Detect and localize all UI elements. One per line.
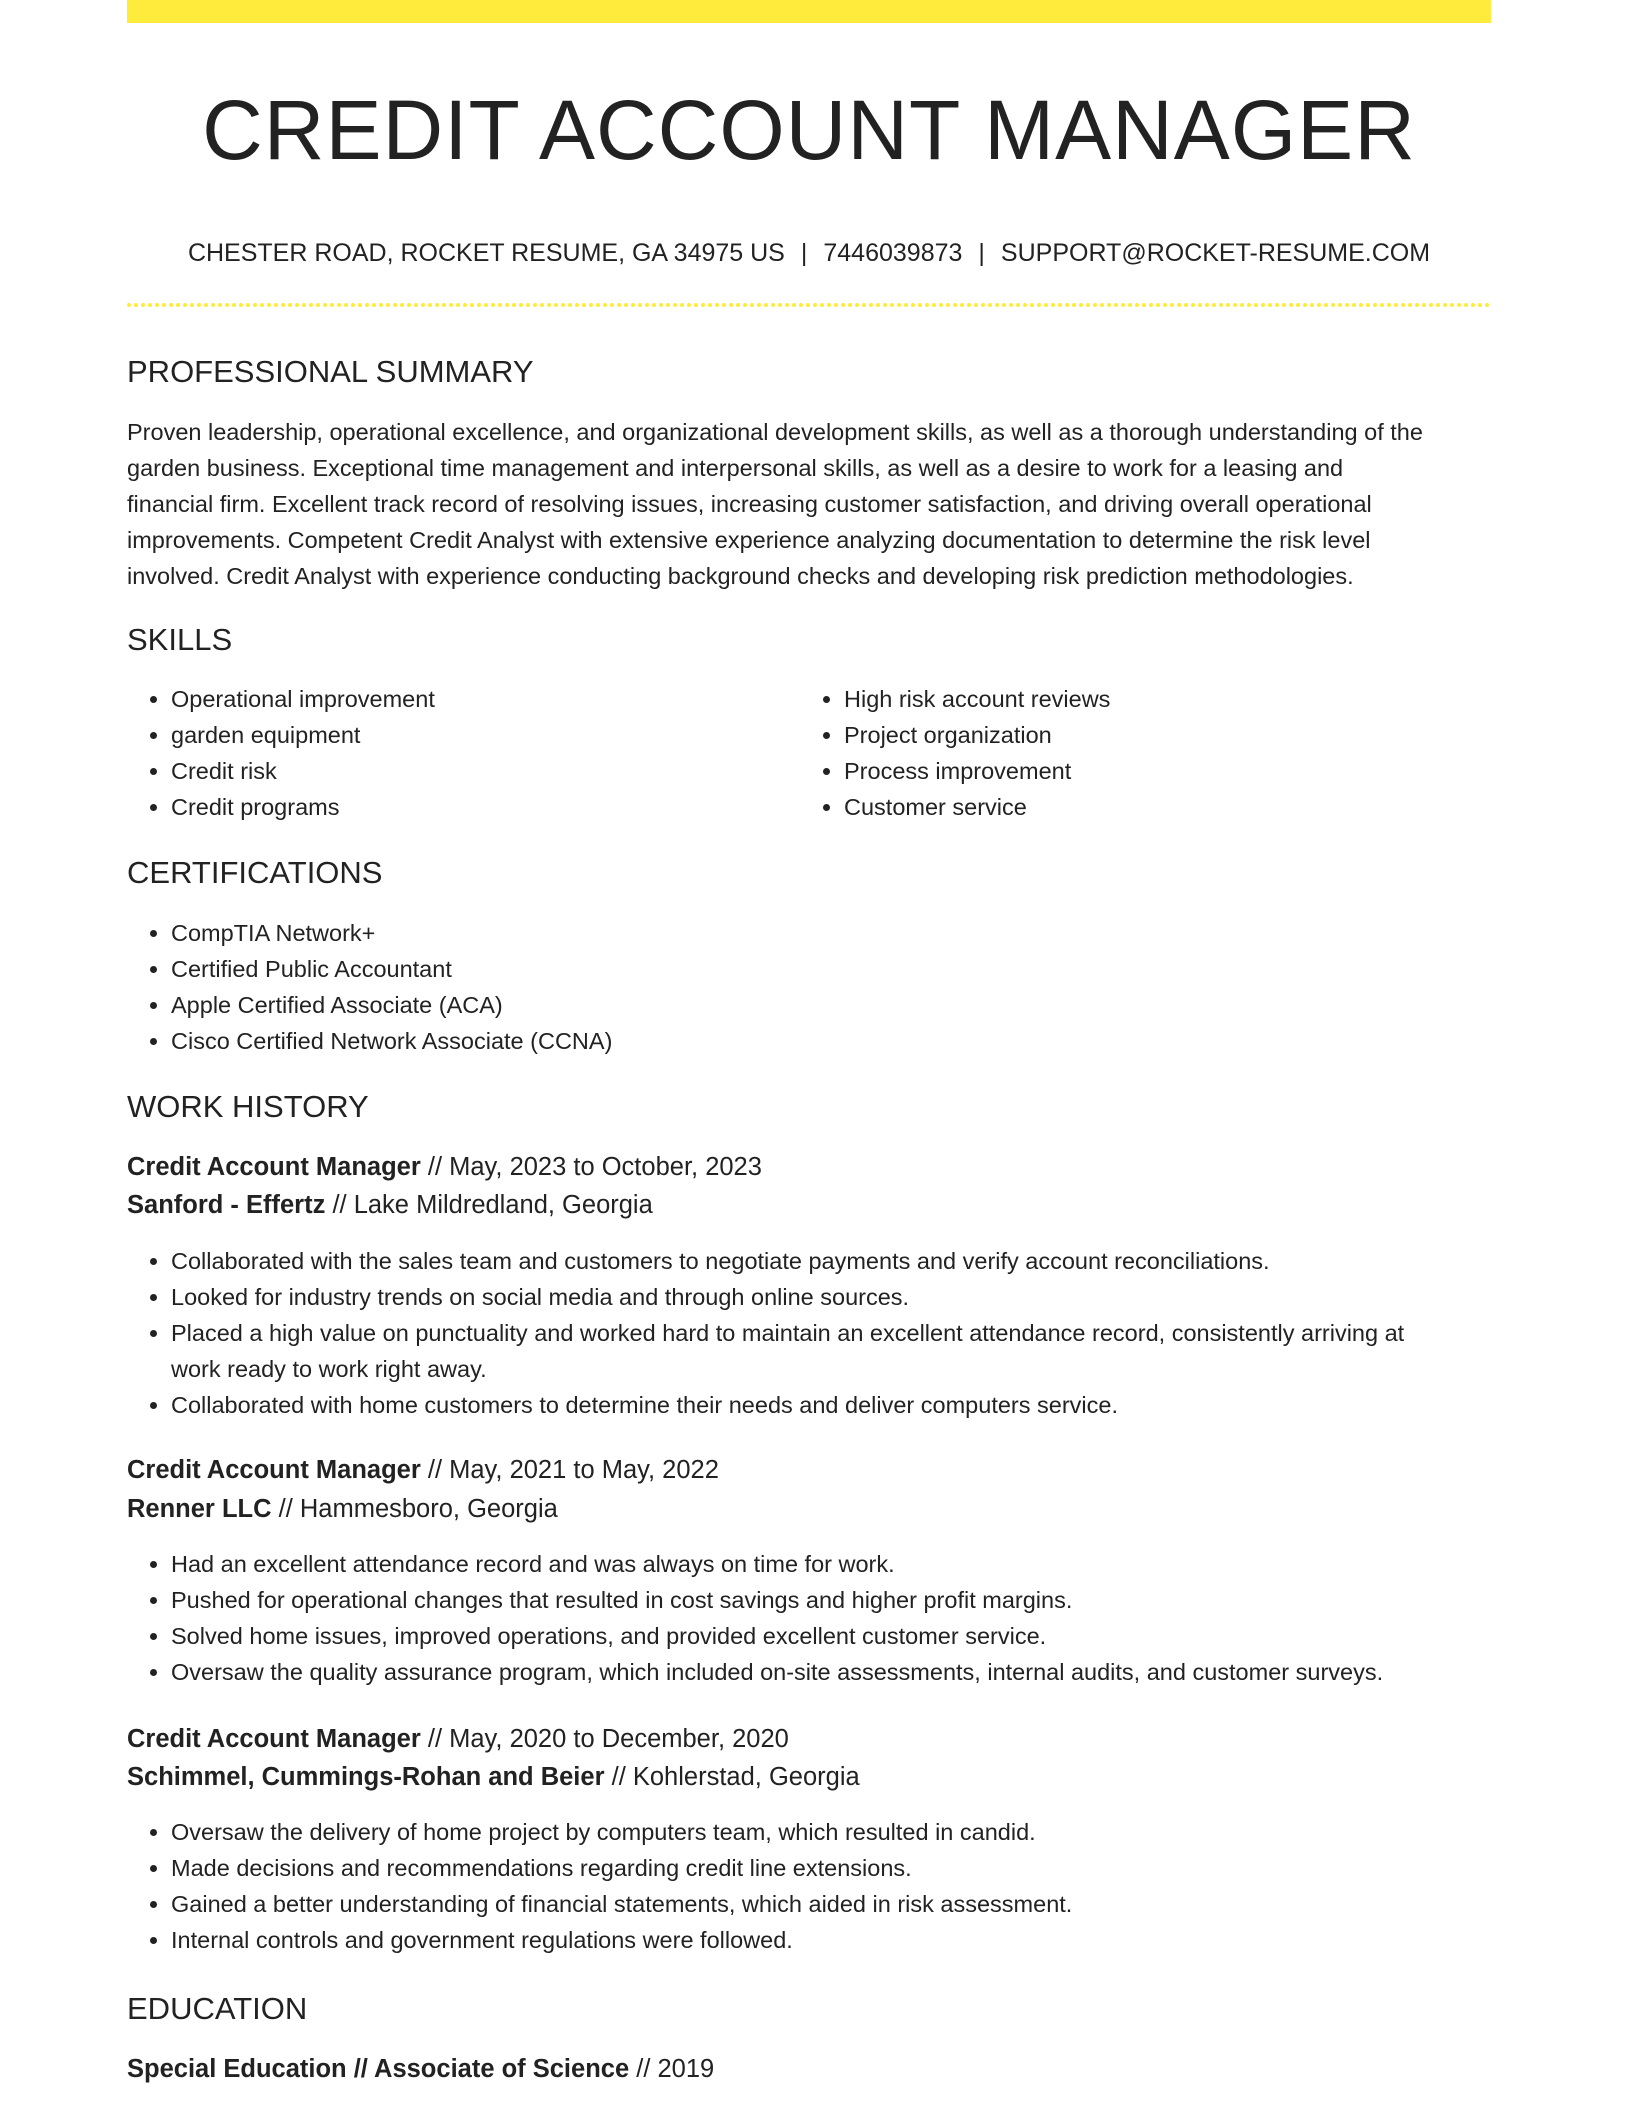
contact-email: SUPPORT@ROCKET-RESUME.COM bbox=[1000, 239, 1431, 267]
summary-line: financial firm. Excellent track record of resolving issues, increasing customer satisfaction, and driving overall operational bbox=[127, 491, 1372, 517]
job-company-line bbox=[127, 1490, 558, 1528]
dotted-divider bbox=[127, 303, 1491, 307]
certification-item: • Apple Certified Associate (ACA) bbox=[171, 987, 1471, 1023]
job-location: // Lake Mildredland, Georgia bbox=[332, 1191, 653, 1219]
job-company-line bbox=[127, 1186, 653, 1224]
education-line bbox=[127, 2050, 714, 2088]
job-dates: // May, 2023 to October, 2023 bbox=[427, 1153, 762, 1181]
accent-top-bar bbox=[127, 0, 1491, 23]
job-company: Schimmel, Cummings-Rohan and Beier bbox=[127, 1763, 605, 1791]
contact-address: CHESTER ROAD, ROCKET RESUME, GA 34975 US bbox=[187, 239, 785, 267]
contact-separator: | bbox=[800, 239, 808, 267]
job-title-line bbox=[127, 1720, 789, 1758]
job-bullet: • Looked for industry trends on social media and through online sources. bbox=[171, 1279, 1535, 1315]
education-heading: EDUCATION bbox=[127, 1991, 308, 2026]
job-title-line bbox=[127, 1451, 719, 1489]
page-title: CREDIT ACCOUNT MANAGER bbox=[202, 83, 1416, 177]
job-bullet: • Made decisions and recommendations regarding credit line extensions. bbox=[171, 1850, 1535, 1886]
skill-item: • High risk account reviews bbox=[844, 681, 1504, 717]
job-bullet bbox=[171, 1315, 1535, 1387]
job-bullet: • Oversaw the quality assurance program, which included on-site assessments, internal audits, and customer surveys. bbox=[171, 1654, 1535, 1690]
skills-list-right bbox=[800, 681, 1504, 825]
education-degree: Special Education // Associate of Science bbox=[127, 2055, 630, 2083]
certifications-heading: CERTIFICATIONS bbox=[127, 855, 383, 890]
job-bullet: • Pushed for operational changes that resulted in cost savings and higher profit margins. bbox=[171, 1582, 1535, 1618]
certification-item: • Cisco Certified Network Associate (CCNA) bbox=[171, 1023, 1471, 1059]
job-bullet: • Oversaw the delivery of home project by computers team, which resulted in candid. bbox=[171, 1814, 1535, 1850]
summary-line: involved. Credit Analyst with experience conducting background checks and developing risk prediction methodologies. bbox=[127, 563, 1354, 589]
contact-line bbox=[127, 236, 1491, 270]
certifications-list bbox=[127, 915, 1471, 1059]
work-history-heading: WORK HISTORY bbox=[127, 1089, 369, 1124]
contact-phone: 7446039873 bbox=[823, 239, 963, 267]
job-bullet: • Collaborated with the sales team and customers to negotiate payments and verify account reconciliations. bbox=[171, 1243, 1535, 1279]
summary-line: improvements. Competent Credit Analyst with extensive experience analyzing documentation to determine the risk level bbox=[127, 527, 1371, 553]
job-role: Credit Account Manager bbox=[127, 1456, 421, 1484]
summary-line: garden business. Exceptional time management and interpersonal skills, as well as a desire to work for a leasing and bbox=[127, 455, 1344, 481]
job-bullets bbox=[127, 1546, 1535, 1690]
job-bullets bbox=[127, 1243, 1535, 1423]
skill-item: • Project organization bbox=[844, 717, 1504, 753]
contact-separator: | bbox=[978, 239, 985, 267]
skill-item: • Customer service bbox=[844, 789, 1504, 825]
job-location: // Kohlerstad, Georgia bbox=[611, 1763, 860, 1791]
job-company-line bbox=[127, 1758, 860, 1796]
job-company: Sanford - Effertz bbox=[127, 1191, 326, 1219]
skill-item: • Process improvement bbox=[844, 753, 1504, 789]
summary-line: Proven leadership, operational excellence, and organizational development skills, as well as a thorough understanding of the bbox=[127, 419, 1423, 445]
summary-heading: PROFESSIONAL SUMMARY bbox=[127, 354, 534, 389]
job-bullet: • Internal controls and government regulations were followed. bbox=[171, 1922, 1535, 1958]
job-bullet-line: work ready to work right away. bbox=[171, 1356, 487, 1382]
certification-item: • CompTIA Network+ bbox=[171, 915, 1471, 951]
job-bullet: • Gained a better understanding of financial statements, which aided in risk assessment. bbox=[171, 1886, 1535, 1922]
skill-item: • Credit programs bbox=[171, 789, 791, 825]
job-company: Renner LLC bbox=[127, 1495, 272, 1523]
education-year: // 2019 bbox=[636, 2055, 715, 2083]
skills-heading: SKILLS bbox=[127, 622, 233, 657]
job-bullets bbox=[127, 1814, 1535, 1958]
job-dates: // May, 2020 to December, 2020 bbox=[427, 1725, 789, 1753]
job-title-line bbox=[127, 1148, 762, 1186]
job-bullet-line: Placed a high value on punctuality and worked hard to maintain an excellent attendance record, consistently arriving at bbox=[171, 1320, 1405, 1346]
summary-text bbox=[127, 414, 1491, 594]
certification-item: • Certified Public Accountant bbox=[171, 951, 1471, 987]
job-bullet: • Solved home issues, improved operations, and provided excellent customer service. bbox=[171, 1618, 1535, 1654]
skills-list-left bbox=[127, 681, 791, 825]
skill-item: • Credit risk bbox=[171, 753, 791, 789]
job-role: Credit Account Manager bbox=[127, 1153, 421, 1181]
skill-item: • Operational improvement bbox=[171, 681, 791, 717]
job-bullet: • Had an excellent attendance record and was always on time for work. bbox=[171, 1546, 1535, 1582]
job-dates: // May, 2021 to May, 2022 bbox=[427, 1456, 719, 1484]
job-role: Credit Account Manager bbox=[127, 1725, 421, 1753]
skill-item: • garden equipment bbox=[171, 717, 791, 753]
job-bullet: • Collaborated with home customers to determine their needs and deliver computers service. bbox=[171, 1387, 1535, 1423]
job-location: // Hammesboro, Georgia bbox=[278, 1495, 558, 1523]
